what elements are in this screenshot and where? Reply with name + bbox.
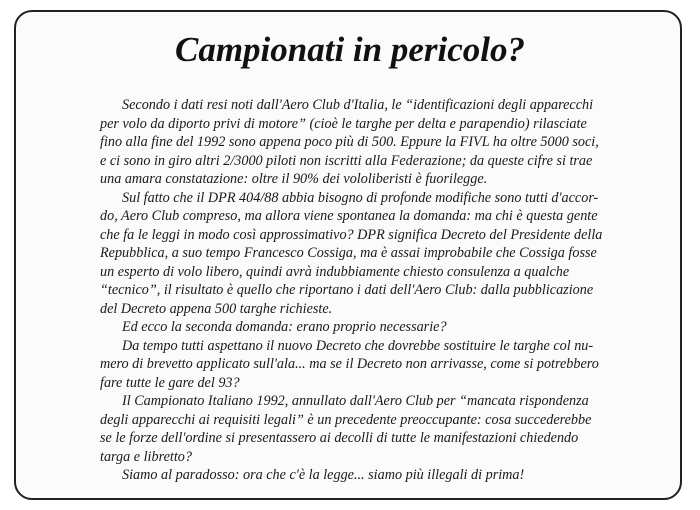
- paragraph: [100, 337, 660, 393]
- text-line: del Decreto appena 500 targhe richieste.: [100, 300, 333, 317]
- text-line: fino alla fine del 1992 sono appena poco più di 500. Eppure la FIVL ha oltre 5000 soci,: [100, 134, 599, 150]
- text-line: per volo da diporto privi di motore” (cioè le targhe per delta e parapendio) rilasciate: [100, 115, 587, 132]
- text-line: Sul fatto che il DPR 404/88 abbia bisogno di profonde modifiche sono tutti d'accor-: [122, 189, 599, 206]
- text-line: una amara constatazione: oltre il 90% dei vololiberisti è fuorilegge.: [100, 171, 488, 187]
- text-line: Il Campionato Italiano 1992, annullato dall'Aero Club per “mancata rispondenza: [122, 393, 589, 409]
- text-line: se le forze dell'ordine si presentassero ai decolli di tutte le manifestazioni chiedendo: [100, 430, 579, 446]
- text-line: degli apparecchi ai requisiti legali” è un precedente preoccupante: cosa succederebbe: [100, 411, 592, 428]
- paragraph: [100, 96, 660, 189]
- text-line: che fa le leggi in modo così approssimativo? DPR significa Decreto del Presidente della: [100, 226, 603, 243]
- paragraph: [100, 189, 660, 319]
- text-line: Repubblica, a suo tempo Francesco Cossiga, ma è assai improbabile che Cossiga fosse: [100, 245, 597, 261]
- text-line: Siamo al paradosso: ora che c'è la legge... siamo più illegali di prima!: [122, 467, 525, 483]
- text-line: Da tempo tutti aspettano il nuovo Decreto che dovrebbe sostituire le targhe col nu-: [122, 337, 594, 354]
- text-line: targa e libretto?: [100, 448, 192, 465]
- text-line: e ci sono in giro altri 2/3000 piloti non iscritti alla Federazione; da queste cifre si trae: [100, 152, 593, 169]
- text-line: mero di brevetto applicato sull'ala... ma se il Decreto non arrivasse, come si potrebbero: [100, 356, 599, 372]
- article-title: Campionati in pericolo?: [174, 30, 526, 69]
- text-line: “tecnico”, il risultato è quello che riportano i dati dell'Aero Club: dalla pubblicazione: [100, 282, 594, 298]
- paragraph: [100, 392, 660, 466]
- article-body: [100, 96, 660, 485]
- text-line: un esperto di volo libero, quindi avrà indubbiamente chiesto consulenza a qualche: [100, 263, 570, 280]
- paragraph: [100, 318, 660, 337]
- text-line: do, Aero Club compreso, ma allora viene spontanea la domanda: ma chi è questa gente: [100, 208, 598, 224]
- text-line: Ed ecco la seconda domanda: erano proprio necessarie?: [122, 319, 447, 335]
- paragraph: [100, 466, 660, 485]
- text-line: Secondo i dati resi noti dall'Aero Club d'Italia, le “identificazioni degli apparecchi: [122, 97, 594, 113]
- text-line: fare tutte le gare del 93?: [100, 374, 240, 391]
